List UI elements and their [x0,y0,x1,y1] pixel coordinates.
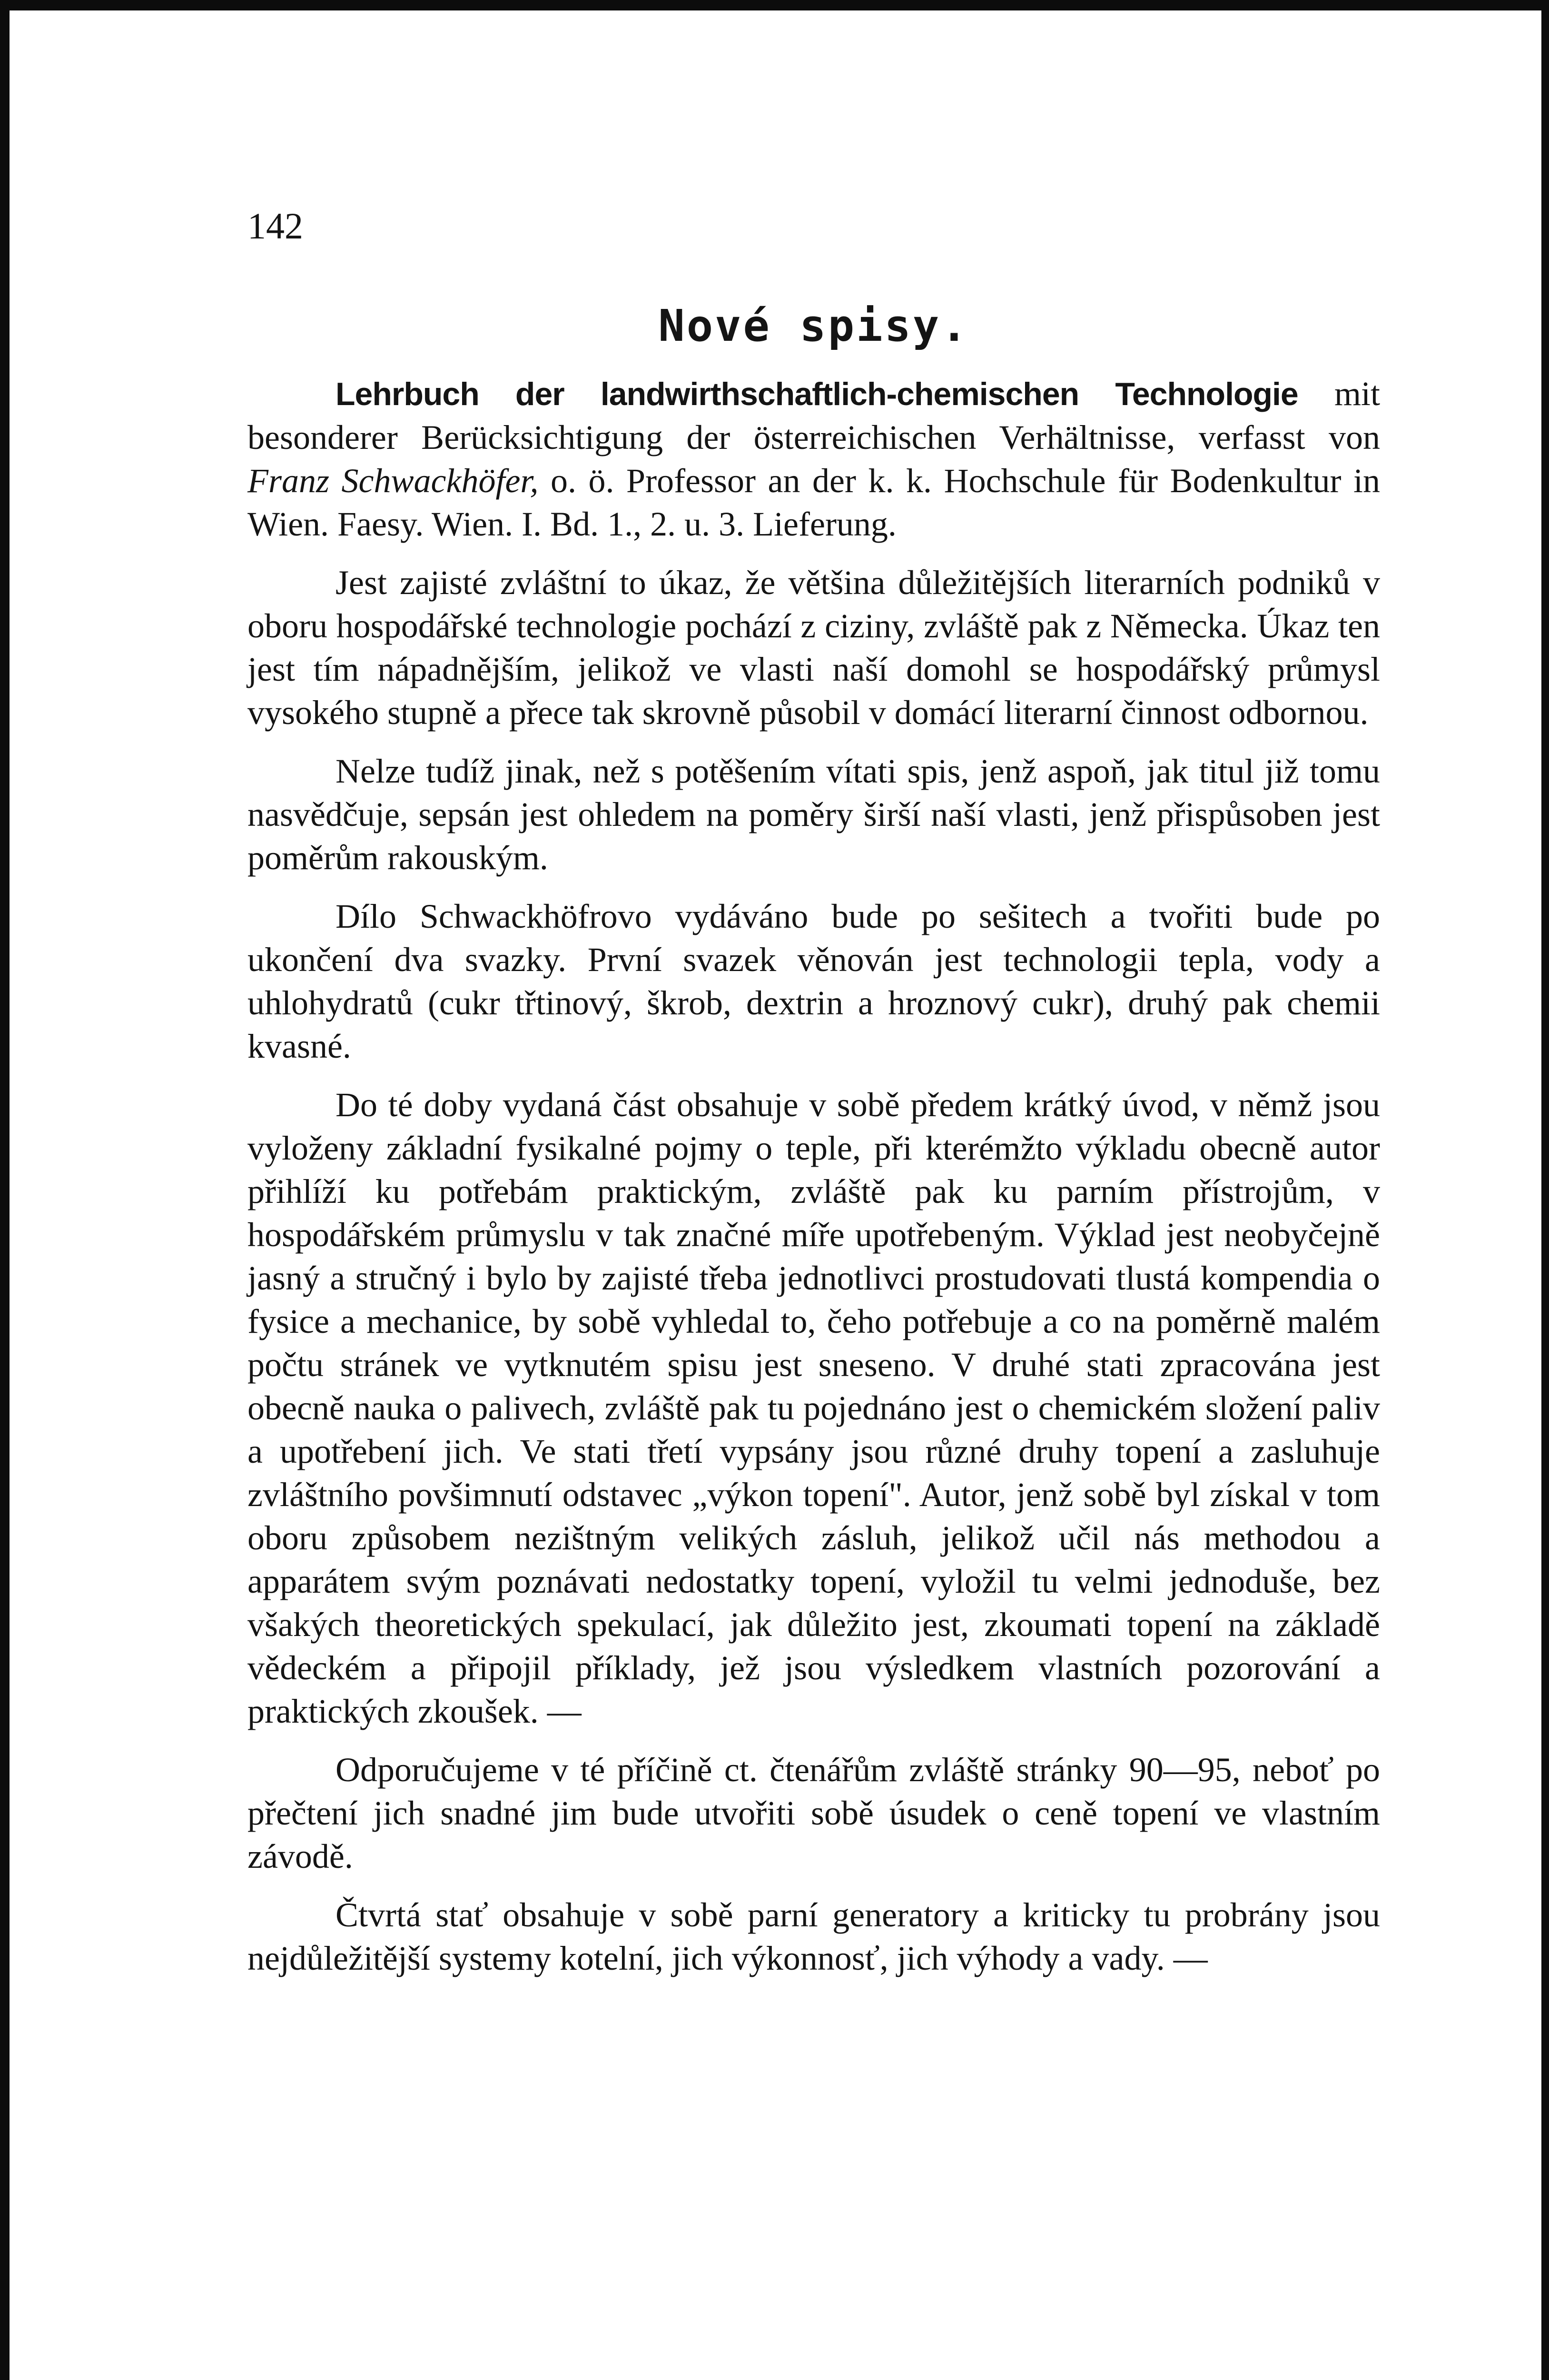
paragraph-6: Čtvrtá stať obsahuje v sobě parní generatory a kriticky tu probrány jsou nejdůležitější systemy kotelní, jich výkonnosť, jich výhody a vady. — [247,1896,1380,1977]
section-heading: Nové spisy. [658,300,969,351]
review-body [247,372,1380,1995]
book-citation [247,372,1380,546]
book-intro-pre-author: mit besonderer Berücksichtigung der österreichischen Verhältnisse, verfasst von [247,375,1380,456]
scan-border-right [1541,0,1549,2380]
scan-border-top [0,0,1549,10]
book-author: Franz Schwackhöfer, [247,462,539,500]
paragraph-2: Nelze tudíž jinak, než s potěšením vítati spis, jenž aspoň, jak titul již tomu nasvědčuje, sepsán jest ohledem na poměry širší naší vlasti, jenž přispůsoben jest poměrům rakouským. [247,752,1380,877]
book-intro-post-author: o. ö. Professor an der k. k. Hochschule für Bodenkultur in Wien. Faesy. Wien. I. Bd. 1., 2. u. 3. Lieferung. [247,462,1380,543]
book-title: Lehrbuch der landwirthschaftlich-chemischen Technologie [335,376,1298,412]
scan-border-left [0,0,10,2380]
paragraph-1: Jest zajisté zvláštní to úkaz, že většina důležitějších literarních podniků v oboru hospodářské technologie pochází z ciziny, zvláště pak z Německa. Úkaz ten jest tím nápadnějším, jelikož ve vlasti naší domohl se hospodářský průmysl vysokého stupně a přece tak skrovně působil v domácí literarní činnost odbornou. [247,564,1380,732]
page-number: 142 [247,205,303,247]
paragraph-4: Do té doby vydaná část obsahuje v sobě předem krátký úvod, v němž jsou vyloženy základní fysikalné pojmy o teple, při kterémžto výkladu obecně autor přihlíží ku potřebám praktickým, zvláště pak ku parním přístrojům, v hospodářském průmyslu v tak značné míře upotřebeným. Výklad jest neobyčejně jasný a stručný i bylo by zajisté třeba jednotlivci prostudovati tlustá kompendia o fysice a mechanice, by sobě vyhledal to, čeho potřebuje a co na poměrně malém počtu stránek ve vytknutém spisu jest sneseno. V druhé stati zpracována jest obecně nauka o palivech, zvláště pak tu pojednáno jest o chemickém složení paliv a upotřebení jich. Ve stati třetí vypsány jsou různé druhy topení a zasluhuje zvláštního povšimnutí odstavec „výkon topení". Autor, jenž sobě byl získal v tom oboru způsobem nezištným velikých zásluh, jelikož učil nás methodou a apparátem svým poznávati nedostatky topení, vyložil tu velmi jednoduše, bez všakých theoretických spekulací, jak důležito jest, zkoumati topení na základě vědeckém a připojil příklady, jež jsou výsledkem vlastních pozorování a praktických zkoušek. — [247,1086,1380,1730]
paragraph-5: Odporučujeme v té příčině ct. čtenářům zvláště stránky 90—95, neboť po přečtení jich snadné jim bude utvořiti sobě úsudek o ceně topení ve vlastním závodě. [247,1751,1380,1875]
paragraph-3: Dílo Schwackhöfrovo vydáváno bude po sešitech a tvořiti bude po ukončení dva svazky. První svazek věnován jest technologii tepla, vody a uhlohydratů (cukr třtinový, škrob, dextrin a hroznový cukr), druhý pak chemii kvasné. [247,897,1380,1065]
